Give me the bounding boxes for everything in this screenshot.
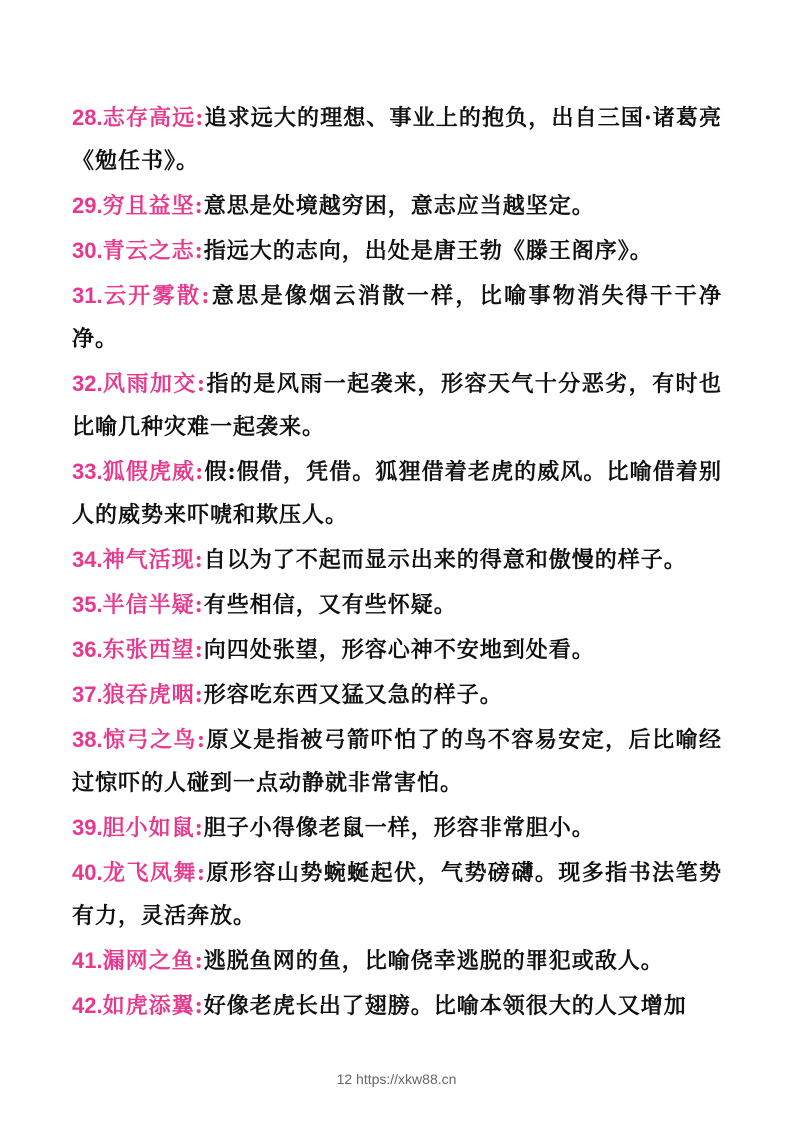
idiom-entry <box>72 583 722 627</box>
page-number: 12 <box>336 1071 357 1087</box>
entry-definition: 原形容山势蜿蜒起伏，气势磅礴。现多指书法笔势有力，灵活奔放。 <box>72 860 722 929</box>
entry-term: 云开雾散: <box>102 283 211 309</box>
entry-number: 30. <box>72 238 103 263</box>
entry-number: 33. <box>72 459 103 484</box>
entry-number: 36. <box>72 637 103 662</box>
idiom-entry <box>72 673 722 717</box>
entry-definition: 意思是像烟云消散一样，比喻事物消失得干干净净。 <box>72 283 722 352</box>
entry-term: 穷且益坚: <box>102 193 204 219</box>
entry-definition: 指的是风雨一起袭来，形容天气十分恶劣，有时也比喻几种灾难一起袭来。 <box>72 371 722 440</box>
entry-definition: 逃脱鱼网的鱼，比喻侥幸逃脱的罪犯或敌人。 <box>203 948 664 974</box>
entry-definition: 指远大的志向，出处是唐王勃《滕王阁序》。 <box>203 238 653 264</box>
idiom-entry <box>72 96 722 183</box>
idiom-entry <box>72 984 722 1028</box>
entry-number: 42. <box>72 993 103 1018</box>
entry-number: 40. <box>72 860 103 885</box>
entry-definition: 假:假借，凭借。狐狸借着老虎的威风。比喻借着别人的威势来吓唬和欺压人。 <box>72 459 722 528</box>
entry-definition: 形容吃东西又猛又急的样子。 <box>203 682 503 708</box>
entry-number: 31. <box>72 283 103 308</box>
entry-definition: 好像老虎长出了翅膀。比喻本领很大的人又增加 <box>203 993 687 1019</box>
idiom-entry <box>72 274 722 361</box>
entry-definition: 自以为了不起而显示出来的得意和傲慢的样子。 <box>203 547 687 573</box>
entry-term: 惊弓之鸟: <box>102 727 206 753</box>
entry-number: 35. <box>72 592 103 617</box>
entry-term: 狼吞虎咽: <box>102 682 204 708</box>
entry-definition: 原义是指被弓箭吓怕了的鸟不容易安定，后比喻经过惊吓的人碰到一点动静就非常害怕。 <box>72 727 722 796</box>
entry-definition: 意思是处境越穷困，意志应当越坚定。 <box>203 193 595 219</box>
entry-term: 狐假虎威: <box>102 459 205 485</box>
entry-definition: 追求远大的理想、事业上的抱负，出自三国·诸葛亮《勉任书》。 <box>72 105 723 174</box>
entry-term: 半信半疑: <box>102 592 204 618</box>
idiom-entry <box>72 718 722 805</box>
idiom-entry <box>72 229 722 273</box>
entry-term: 如虎添翼: <box>102 993 204 1019</box>
entry-number: 34. <box>72 547 103 572</box>
entry-term: 胆小如鼠: <box>102 815 204 841</box>
idiom-list <box>72 96 722 1029</box>
idiom-entry <box>72 851 722 938</box>
idiom-entry <box>72 362 722 449</box>
idiom-entry <box>72 628 722 672</box>
idiom-entry <box>72 939 722 983</box>
entry-definition: 有些相信，又有些怀疑。 <box>203 592 457 618</box>
idiom-entry <box>72 538 722 582</box>
entry-number: 29. <box>72 193 103 218</box>
idiom-entry <box>72 450 722 537</box>
entry-term: 东张西望: <box>102 637 204 663</box>
entry-number: 41. <box>72 948 103 973</box>
entry-definition: 胆子小得像老鼠一样，形容非常胆小。 <box>203 815 595 841</box>
idiom-entry <box>72 184 722 228</box>
entry-term: 神气活现: <box>102 547 204 573</box>
entry-number: 32. <box>72 371 103 396</box>
entry-number: 37. <box>72 682 103 707</box>
entry-number: 28. <box>72 105 103 130</box>
entry-definition: 向四处张望，形容心神不安地到处看。 <box>203 637 595 663</box>
page-footer <box>0 1071 793 1087</box>
entry-term: 漏网之鱼: <box>102 948 204 974</box>
idiom-entry <box>72 806 722 850</box>
entry-term: 志存高远: <box>102 105 205 131</box>
footer-url[interactable]: https://xkw88.cn <box>356 1071 457 1087</box>
entry-term: 青云之志: <box>102 238 204 264</box>
entry-number: 39. <box>72 815 103 840</box>
entry-number: 38. <box>72 727 103 752</box>
entry-term: 龙飞凤舞: <box>102 860 206 886</box>
entry-term: 风雨加交: <box>102 371 206 397</box>
